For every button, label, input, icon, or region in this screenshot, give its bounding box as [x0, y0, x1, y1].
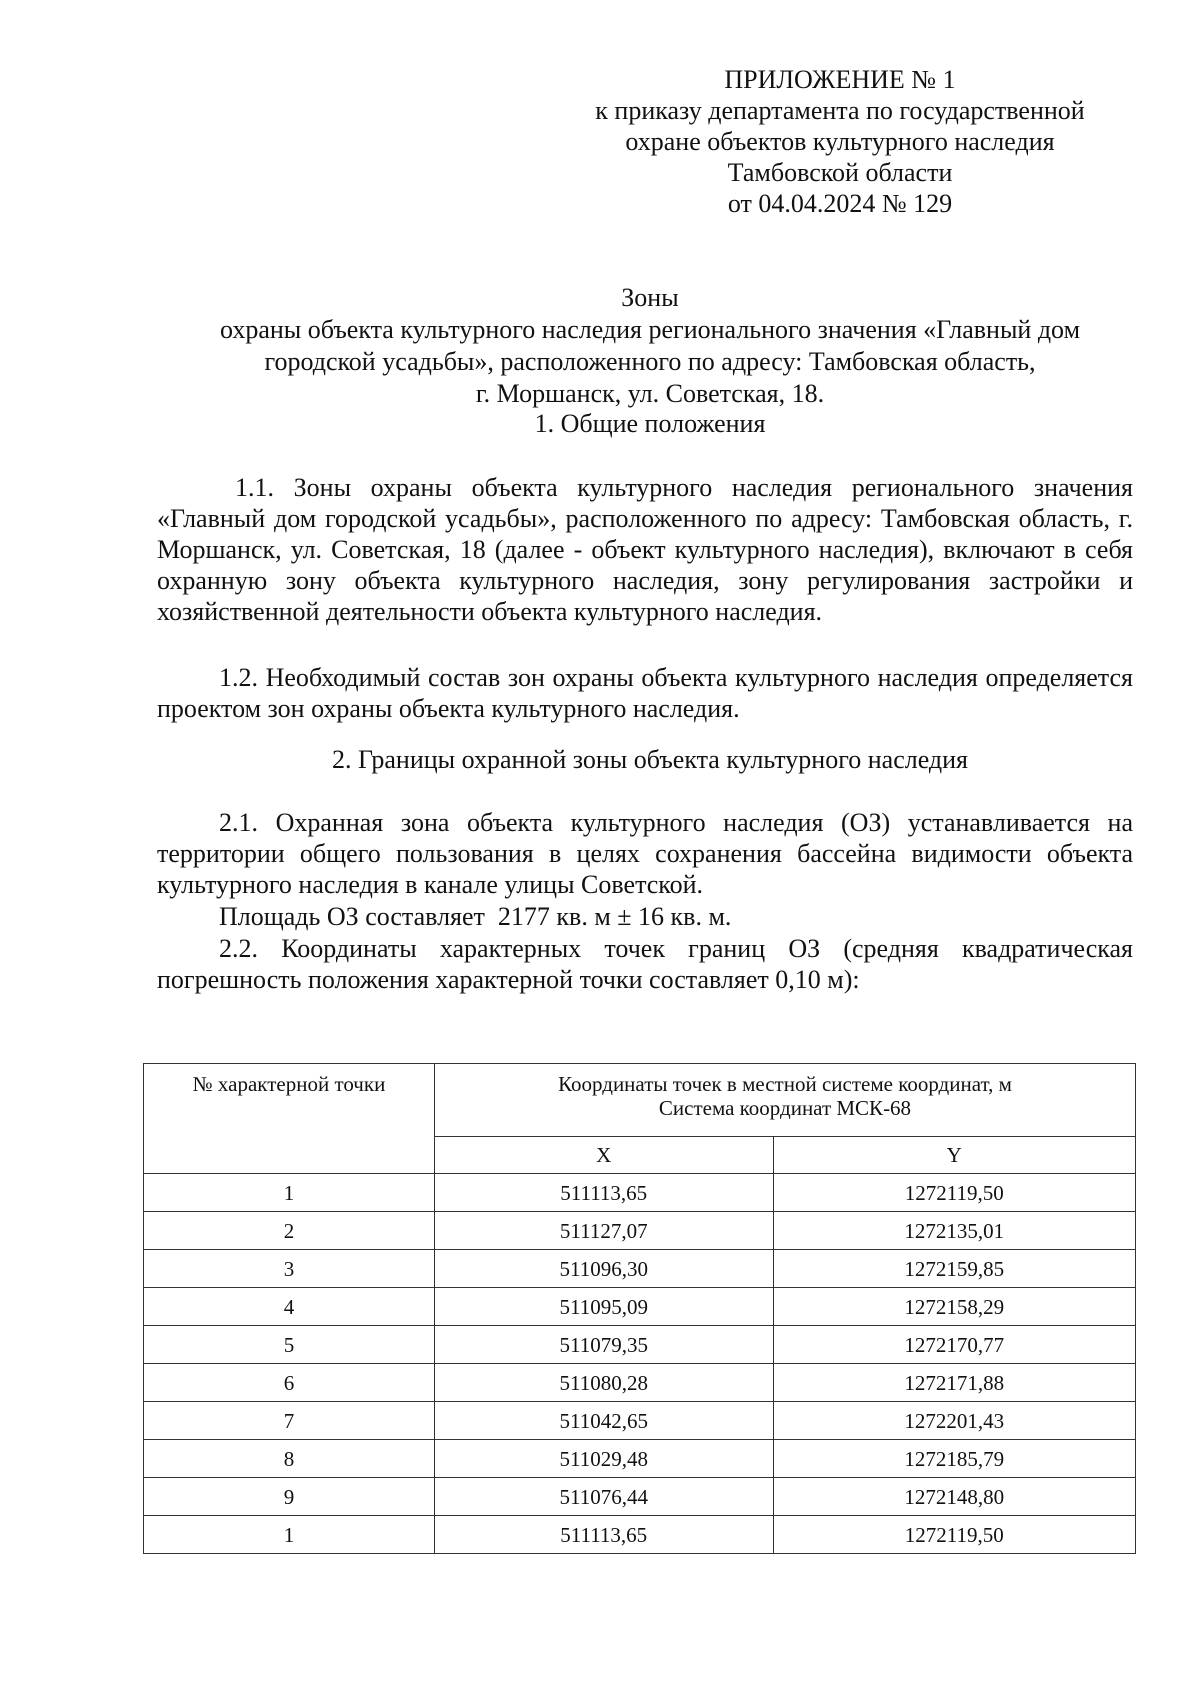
table-row	[144, 1478, 1136, 1516]
cell-point: 1	[144, 1516, 435, 1554]
cell-y: 1272119,50	[773, 1174, 1136, 1212]
table-row	[144, 1326, 1136, 1364]
table-row	[144, 1364, 1136, 1402]
header-x: X	[434, 1137, 773, 1174]
paragraph-2-2: 2.2. Координаты характерных точек границ ОЗ (средняя квадратическая погрешность положения характерной точки составляет 0,10 м):	[157, 934, 1133, 994]
cell-y: 1272158,29	[773, 1288, 1136, 1326]
cell-y: 1272135,01	[773, 1212, 1136, 1250]
cell-point: 2	[144, 1212, 435, 1250]
cell-point: 3	[144, 1250, 435, 1288]
cell-y: 1272201,43	[773, 1402, 1136, 1440]
header-point-number: № характерной точки	[144, 1064, 435, 1174]
paragraph-2-1: 2.1. Охранная зона объекта культурного наследия (ОЗ) устанавливается на территории общего пользования в целях сохранения бассейна видимости объекта культурного наследия в канале улицы Советской.	[157, 808, 1133, 899]
table-row	[144, 1288, 1136, 1326]
appendix-header	[560, 64, 1120, 219]
cell-y: 1272185,79	[773, 1440, 1136, 1478]
cell-x: 511096,30	[434, 1250, 773, 1288]
paragraph-1-1: 1.1. Зоны охраны объекта культурного наследия регионального значения «Главный дом городской усадьбы», расположенного по адресу: Тамбовская область, г. Моршанск, ул. Советская, 18 (далее - объект культурного наследия), включают в себя охранную зону объекта культурного наследия, зону регулирования застройки и хозяйственной деятельности объекта культурного наследия.	[157, 473, 1133, 626]
cell-y: 1272148,80	[773, 1478, 1136, 1516]
table-row	[144, 1440, 1136, 1478]
cell-y: 1272159,85	[773, 1250, 1136, 1288]
table-row	[144, 1402, 1136, 1440]
cell-x: 511095,09	[434, 1288, 773, 1326]
appendix-number: ПРИЛОЖЕНИЕ № 1	[724, 65, 956, 94]
cell-y: 1272170,77	[773, 1326, 1136, 1364]
title-line: г. Моршанск, ул. Советская, 18.	[475, 379, 825, 408]
cell-y: 1272171,88	[773, 1364, 1136, 1402]
table-row	[144, 1250, 1136, 1288]
appendix-order-line: охране объектов культурного наследия	[625, 127, 1055, 156]
cell-x: 511113,65	[434, 1516, 773, 1554]
document-title	[170, 282, 1130, 410]
table-row	[144, 1516, 1136, 1554]
cell-point: 9	[144, 1478, 435, 1516]
header-coordinates-system: Система координат МСК-68	[658, 1096, 912, 1120]
coordinates-table	[143, 1063, 1136, 1554]
cell-point: 4	[144, 1288, 435, 1326]
cell-point: 1	[144, 1174, 435, 1212]
cell-x: 511029,48	[434, 1440, 773, 1478]
area-statement: Площадь ОЗ составляет 2177 кв. м ± 16 кв. м.	[219, 902, 732, 931]
cell-x: 511127,07	[434, 1212, 773, 1250]
section-1-heading: 1. Общие положения	[534, 409, 766, 438]
cell-x: 511079,35	[434, 1326, 773, 1364]
appendix-order-line: Тамбовской области	[727, 158, 953, 187]
cell-point: 6	[144, 1364, 435, 1402]
cell-x: 511080,28	[434, 1364, 773, 1402]
header-y: Y	[773, 1137, 1136, 1174]
title-line: охраны объекта культурного наследия регионального значения «Главный дом	[219, 315, 1081, 344]
cell-point: 5	[144, 1326, 435, 1364]
cell-x: 511113,65	[434, 1174, 773, 1212]
cell-point: 8	[144, 1440, 435, 1478]
cell-x: 511076,44	[434, 1478, 773, 1516]
cell-point: 7	[144, 1402, 435, 1440]
appendix-order-line: к приказу департамента по государственной	[595, 96, 1085, 125]
table-row	[144, 1174, 1136, 1212]
title-line: городской усадьбы», расположенного по адресу: Тамбовская область,	[264, 347, 1036, 376]
cell-y: 1272119,50	[773, 1516, 1136, 1554]
paragraph-1-2: 1.2. Необходимый состав зон охраны объекта культурного наследия определяется проектом зон охраны объекта культурного наследия.	[157, 663, 1133, 723]
appendix-order-date: от 04.04.2024 № 129	[727, 189, 953, 218]
header-coordinates	[434, 1064, 1135, 1137]
table-row	[144, 1212, 1136, 1250]
cell-x: 511042,65	[434, 1402, 773, 1440]
section-2-heading: 2. Границы охранной зоны объекта культурного наследия	[331, 745, 969, 774]
title-line: Зоны	[621, 283, 679, 312]
header-coordinates-line: Координаты точек в местной системе координат, м	[558, 1072, 1012, 1096]
